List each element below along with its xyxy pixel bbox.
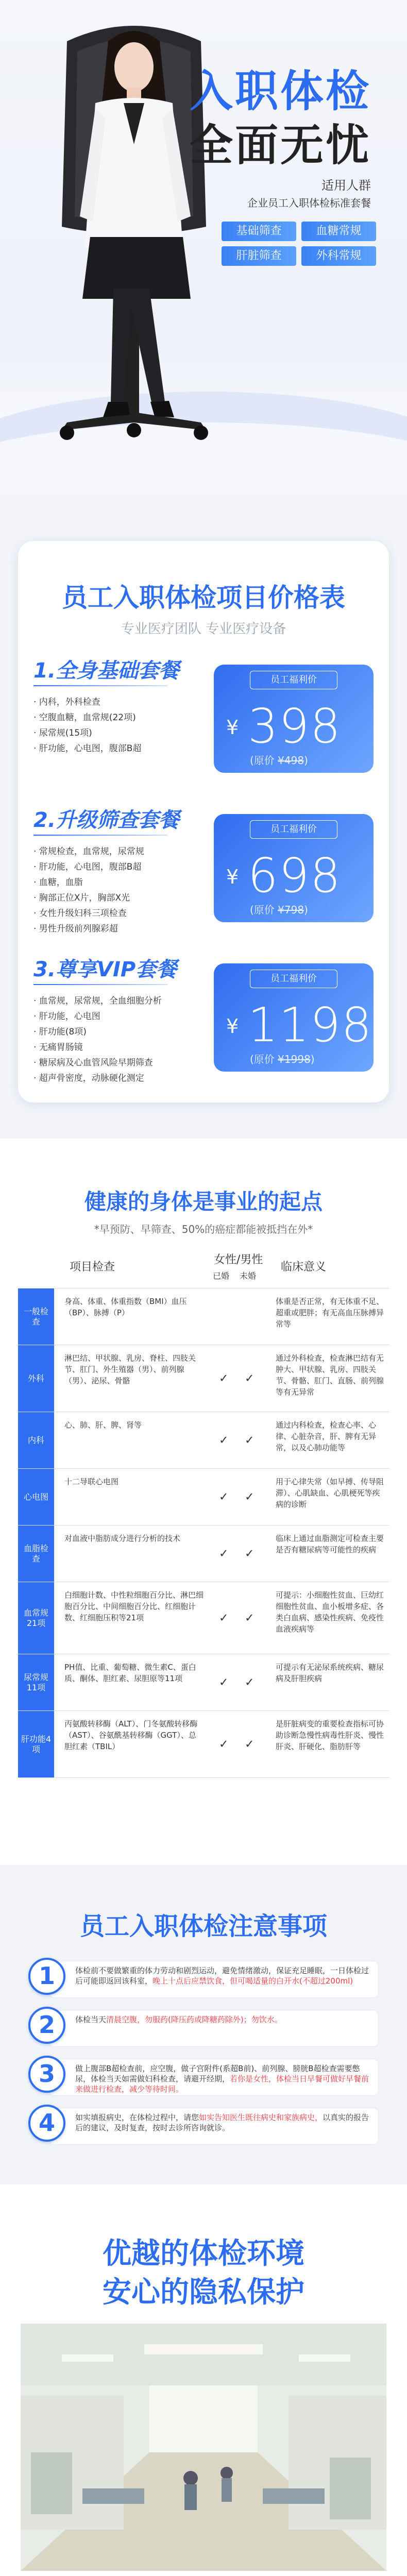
currency-symbol: ¥: [226, 1015, 239, 1038]
environment-title-line1: 优越的体检环境: [103, 2237, 304, 2270]
package-item: · 尿常规(15项): [33, 728, 92, 738]
tag-blood-sugar: 血糖常规: [301, 222, 376, 241]
row-meaning: 临床上通过血脂测定可检查主要是否有糖尿病等可能性的疾病: [276, 1534, 384, 1554]
package-divider: [33, 685, 167, 686]
table-row: [18, 1582, 389, 1654]
check-icon: ✓: [219, 1434, 229, 1447]
original-price-prefix: (原价: [250, 904, 278, 916]
currency-symbol: ¥: [226, 716, 239, 739]
notice-text: [49, 2108, 379, 2145]
notice-number: 4: [28, 2105, 65, 2142]
price-value: 1198: [248, 997, 373, 1053]
row-item: PH值、比重、葡萄糖、微生素C、蛋白质、酮体、胆红素、尿胆原等11项: [64, 1663, 196, 1683]
hospital-corridor-image: [21, 2324, 386, 2571]
table-section-subtitle: *早预防、早筛查、50%的癌症都能被抵挡在外*: [94, 1223, 313, 1235]
package-items: [33, 694, 198, 756]
row-category: 一般检查: [18, 1289, 54, 1345]
package-item: · 男性升级前列腺彩超: [33, 924, 118, 934]
header-married: 已婚: [213, 1271, 230, 1281]
notice-item-3: [28, 2056, 379, 2097]
original-price-suffix: ): [304, 904, 308, 916]
hero-title-line1: 入职体检: [189, 66, 371, 116]
table-row: [18, 1412, 389, 1468]
notice-number: 2: [28, 2007, 65, 2044]
package-upgrade[interactable]: [33, 804, 374, 948]
notice-title: 员工入职体检注意事项: [79, 1912, 327, 1941]
check-icon: ✓: [245, 1612, 255, 1624]
notice-text: [49, 1961, 379, 1998]
package-item: · 胸部正位X片，胸部X光: [33, 893, 130, 903]
package-name: 3.尊享VIP套餐: [33, 958, 177, 981]
original-price-prefix: (原价: [250, 1053, 278, 1065]
row-category: 外科: [18, 1345, 54, 1412]
row-meaning: 通过内科检查，检查心率、心律、心脏杂音，肝、脾有无异常，以及心肺功能等: [276, 1420, 377, 1452]
row-item: 身高、体重、体重指数（BMI）血压（BP）、脉搏（P）: [64, 1297, 187, 1317]
package-item: · 血常规，尿常规，全血细胞分析: [33, 996, 162, 1006]
hero-subtitle-line2: 企业员工入职体检标准套餐: [247, 197, 371, 209]
hero-banner: [0, 0, 407, 495]
package-item: · 肝功能，心电图，腹部B超: [33, 862, 142, 872]
table-bottom-border: [18, 1777, 389, 1778]
package-name: 1.全身基础套餐: [33, 659, 180, 683]
package-item: · 超声骨密度，动脉硬化测定: [33, 1073, 144, 1083]
row-item: 心、肺、肝、脾、肾等: [64, 1420, 142, 1430]
price-value: 698: [248, 848, 342, 903]
package-divider: [33, 835, 167, 836]
price-box: [214, 814, 374, 922]
package-items: [33, 993, 198, 1086]
original-price-suffix: ): [304, 754, 308, 767]
package-items: [33, 844, 198, 937]
price-label: 员工福利价: [250, 820, 337, 839]
package-item: · 肝功能，心电图，腹部B超: [33, 743, 142, 754]
package-item: · 糖尿病及心血管风险早期筛查: [33, 1058, 153, 1068]
notice-text-highlight: 晚上十点后应禁饮食，但可喝适量的白开水(不超过200ml): [152, 1976, 353, 1986]
price-label: 员工福利价: [250, 671, 337, 689]
row-item: 白细胞计数、中性粒细胞百分比、淋巴细胞百分比、中间细胞百分比、红细胞计数、红细胞压积等21项: [64, 1590, 204, 1622]
notice-text-highlight: 清晨空腹，勿服药(降压药或降糖药除外)；勿饮水。: [106, 2015, 282, 2024]
package-name: 2.升级筛查套餐: [33, 808, 180, 832]
notice-text-normal: 体检当天: [75, 2015, 107, 2024]
check-icon: ✓: [219, 1547, 229, 1560]
original-price-suffix: ): [310, 1053, 315, 1065]
notice-text-normal: 体检前不要做繁重的体力劳动和剧烈运动，避免情绪激动，保证充足睡眠，一日体检过后可能即返回该科室，: [75, 1966, 369, 1986]
check-icon: ✓: [219, 1612, 229, 1624]
price-box: [214, 665, 374, 773]
row-meaning: 是肝脏病变的重要检查指标可协助诊断急慢性病毒性肝炎、慢性肝炎、肝硬化、脂肪肝等: [276, 1719, 384, 1751]
table-header: [18, 1247, 389, 1288]
tag-liver-screening: 肝脏筛查: [222, 246, 296, 266]
row-category: 血脂检查: [18, 1526, 54, 1582]
original-price-value: ¥798: [278, 904, 304, 916]
row-item: 对血液中脂肪成分进行分析的技术: [64, 1534, 181, 1543]
package-item: · 肝功能，心电图: [33, 1011, 100, 1022]
check-icon: ✓: [219, 1372, 229, 1385]
row-meaning: 可提示：小细胞性贫血、巨幼红细胞性贫血、血小板增多症、各类白血病、感染性疾病、免疫性血液疾病等: [276, 1590, 384, 1634]
hero-tags: [222, 222, 376, 266]
tag-basic-screening: 基础筛查: [222, 222, 296, 241]
header-meaning: 临床意义: [281, 1261, 327, 1274]
notice-text-highlight: 若你是女性，体检当日早餐可做好早餐前来做进行检查，减少等待时间。: [75, 2074, 369, 2094]
notice-text-normal-2: 以真实的报告后的建议，及时复查，按时去诊所咨询就诊。: [75, 2113, 369, 2132]
notice-text-highlight: 如实告知医生既往病史和家族病史，: [199, 2113, 323, 2122]
notice-text-normal: 做上腹部B超检查前，应空腹，做子宫附件(系超B前)、前列腺、膀胱B超检查需要憋尿，体检当天如需做妇科检查，请避开经期，: [75, 2064, 360, 2083]
package-item: · 常规检查，血常规，尿常规: [33, 846, 144, 857]
price-label: 员工福利价: [250, 970, 337, 988]
table-row: [18, 1654, 389, 1710]
price-value: 398: [248, 699, 342, 754]
package-item: · 内科，外科检查: [33, 697, 100, 707]
package-item: · 空腹血糖，血常规(22项): [33, 713, 136, 723]
table-row: [18, 1525, 389, 1582]
table-row: [18, 1468, 389, 1525]
row-meaning: 通过外科检查，检查淋巴结有无肿大、甲状腺、乳房、四肢关节、骨骼、肛门、直肠、前列腺等有无异常: [276, 1353, 384, 1397]
row-category: 心电图: [18, 1469, 54, 1525]
table-row: [18, 1288, 389, 1345]
table-row: [18, 1710, 389, 1777]
hero-title-line2: 全面无忧: [189, 120, 371, 171]
notice-text: [49, 2010, 379, 2047]
price-box: [214, 963, 374, 1072]
check-icon: ✓: [219, 1490, 229, 1503]
header-item: 项目检查: [70, 1261, 115, 1274]
notice-item-1: [28, 1958, 379, 1999]
row-item: 淋巴结、甲状腺、乳房、脊柱、四肢关节、肛门、外生殖器（男）、前列腺（男）、泌尿、骨骼: [64, 1353, 196, 1385]
check-icon: ✓: [245, 1738, 255, 1751]
row-meaning: 体重是否正常，有无体重不足、超重或肥胖；有无高血压脉搏异常等: [276, 1297, 384, 1329]
row-category: 尿常规11项: [18, 1654, 54, 1710]
hero-subtitle-line1: 适用人群: [321, 178, 371, 193]
header-unmarried: 未婚: [240, 1271, 257, 1281]
row-item: 十二导联心电图: [64, 1477, 119, 1486]
check-icon: ✓: [245, 1490, 255, 1503]
check-icon: ✓: [245, 1434, 255, 1447]
row-category: 血常规21项: [18, 1582, 54, 1654]
row-category: 肝功能4项: [18, 1711, 54, 1777]
check-icon: ✓: [219, 1676, 229, 1689]
package-item: · 血糖，血脂: [33, 877, 83, 888]
row-category: 内科: [18, 1412, 54, 1468]
price-card: [18, 541, 389, 1103]
environment-title-line2: 安心的隐私保护: [103, 2276, 304, 2309]
price-subtitle: 专业医疗团队 专业医疗设备: [121, 621, 286, 637]
original-price: [250, 752, 308, 767]
check-icon: ✓: [245, 1676, 255, 1689]
package-item: · 无痛胃肠镜: [33, 1042, 83, 1053]
package-basic[interactable]: [33, 654, 374, 788]
package-item: · 女性升级妇科三项检查: [33, 908, 127, 919]
check-icon: ✓: [245, 1547, 255, 1560]
currency-symbol: ¥: [226, 866, 239, 888]
package-divider: [33, 984, 167, 985]
notice-text-normal: 如实填报病史，在体检过程中，请您: [75, 2113, 199, 2122]
check-icon: ✓: [245, 1372, 255, 1385]
original-price-value: ¥1998: [278, 1053, 311, 1065]
row-item: 丙氨酸转移酶（ALT）、门冬氨酸转移酶（AST）、谷氨酰基转移酶（GGT）、总胆红素（TBIL）: [64, 1719, 198, 1751]
hospital-corridor-photo: [21, 2324, 386, 2571]
notice-item-2: [28, 2007, 379, 2048]
original-price: [250, 1051, 315, 1066]
package-item: · 肝功能(8项): [33, 1027, 87, 1037]
check-icon: ✓: [219, 1738, 229, 1751]
notice-text: [49, 2059, 379, 2096]
table-row: [18, 1345, 389, 1412]
notice-item-4: [28, 2105, 379, 2146]
package-vip[interactable]: [33, 953, 374, 1097]
row-meaning: 用于心律失常（如早搏、传导阻滞）、心肌缺血、心肌梗死等疾病的诊断: [276, 1477, 384, 1509]
price-title: 员工入职体检项目价格表: [62, 583, 345, 613]
original-price-prefix: (原价: [250, 754, 278, 767]
tag-surgery-routine: 外科常规: [301, 246, 376, 266]
notice-number: 3: [28, 2056, 65, 2093]
row-meaning: 可提示有无泌尿系统疾病、糖尿病及肝胆疾病: [276, 1663, 384, 1683]
original-price-value: ¥498: [278, 754, 304, 767]
original-price: [250, 902, 308, 917]
table-section-title: 健康的身体是事业的起点: [84, 1189, 323, 1214]
header-gender: 女性/男性: [214, 1253, 263, 1266]
notice-number: 1: [28, 1958, 65, 1995]
